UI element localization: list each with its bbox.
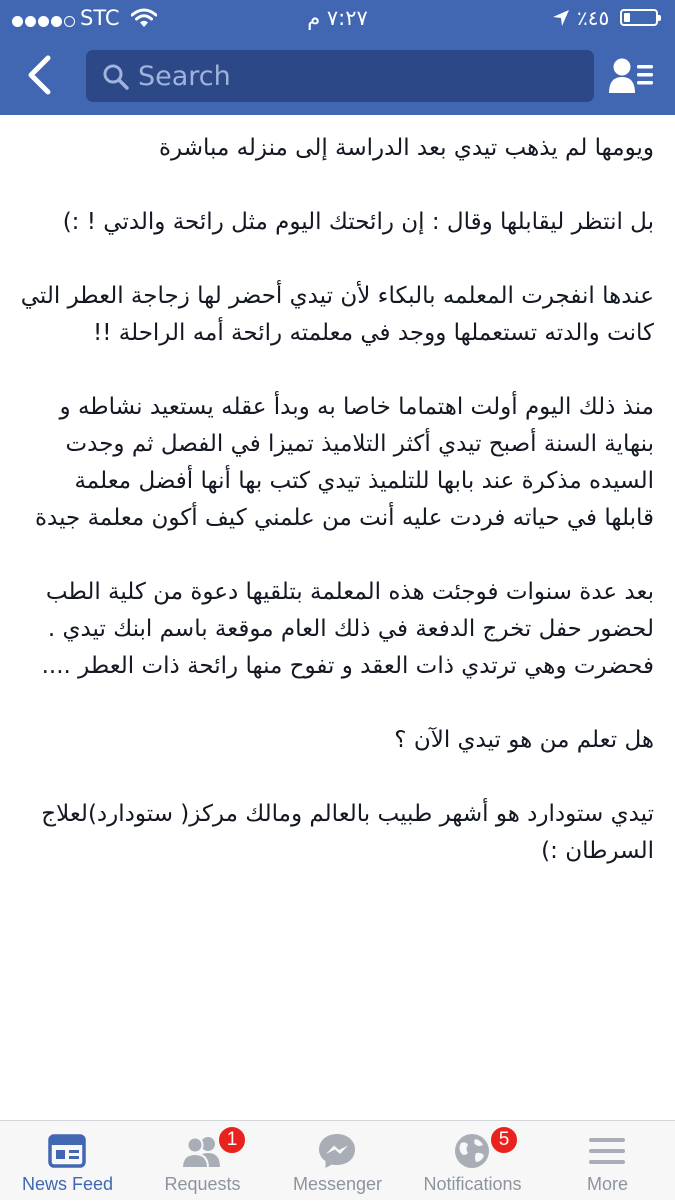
location-arrow-icon <box>552 9 570 27</box>
friends-list-icon <box>608 56 656 96</box>
post-paragraph: عندها انفجرت المعلمه بالبكاء لأن تيدي أحضر لها زجاجة العطر التي كانت والدته تستعملها ووجد في معلمته رائحة أمه الراحلة !! <box>20 283 654 346</box>
tab-bar <box>0 1120 675 1200</box>
menu-icon <box>587 1133 627 1169</box>
friend-requests-icon <box>182 1133 222 1169</box>
battery-percent: ٤٥٪ <box>577 6 610 30</box>
tab-label: Requests <box>164 1174 241 1194</box>
tab-requests[interactable] <box>135 1121 270 1201</box>
tab-more[interactable] <box>540 1121 675 1201</box>
battery-icon <box>620 9 658 26</box>
requests-badge: 1 <box>217 1125 247 1155</box>
status-bar <box>0 0 675 36</box>
search-input[interactable] <box>138 57 578 95</box>
tab-label: More <box>586 1174 628 1194</box>
search-icon <box>102 63 129 90</box>
chevron-left-icon <box>22 54 58 96</box>
notifications-badge: 5 <box>489 1125 519 1155</box>
post-text <box>18 130 654 1120</box>
top-bar <box>0 0 675 115</box>
post-paragraph: بعد عدة سنوات فوجئت هذه المعلمة بتلقيها دعوة من كلية الطب لحضور حفل تخرج الدفعة في ذلك العام موقعة باسم ابنك تيدي . <box>45 579 654 642</box>
post-paragraph: تيدي ستودارد هو أشهر طبيب بالعالم ومالك مركز( ستودارد)لعلاج السرطان :) <box>41 801 654 864</box>
carrier-name: STC <box>80 6 120 30</box>
friends-list-button[interactable] <box>608 56 656 96</box>
back-button[interactable] <box>22 54 58 96</box>
tab-label: Messenger <box>292 1174 383 1194</box>
globe-icon <box>452 1133 492 1169</box>
tab-notifications[interactable] <box>405 1121 540 1201</box>
tab-news-feed[interactable] <box>0 1121 135 1201</box>
post-paragraph: بل انتظر ليقابلها وقال : إن رائحتك اليوم مثل رائحة والدتي ! :) <box>62 209 654 235</box>
status-time: ٧:٢٧ م <box>307 6 368 30</box>
post-paragraph: ويومها لم يذهب تيدي بعد الدراسة إلى منزله مباشرة <box>158 135 654 161</box>
tab-label: News Feed <box>21 1174 114 1194</box>
messenger-icon <box>317 1133 357 1169</box>
post-paragraph: فحضرت وهي ترتدي ذات العقد و تفوح منها رائحة ذات العطر .... <box>41 653 654 679</box>
tab-label: Notifications <box>423 1174 522 1194</box>
post-paragraph: هل تعلم من هو تيدي الآن ؟ <box>394 727 654 753</box>
news-feed-icon <box>47 1133 87 1169</box>
navigation-bar <box>0 36 675 115</box>
search-box[interactable] <box>86 50 594 102</box>
tab-messenger[interactable] <box>270 1121 405 1201</box>
post-paragraph: منذ ذلك اليوم أولت اهتماما خاصا به وبدأ عقله يستعيد نشاطه و بنهاية السنة أصبح تيدي أكثر التلاميذ تميزا في الفصل ثم وجدت السيده مذكرة عند بابها للتلميذ تيدي كتب بها أنها أفضل معلمة قابلها في حياته فردت عليه أنت من علمني كيف أكون معلمة جيدة <box>34 394 654 531</box>
